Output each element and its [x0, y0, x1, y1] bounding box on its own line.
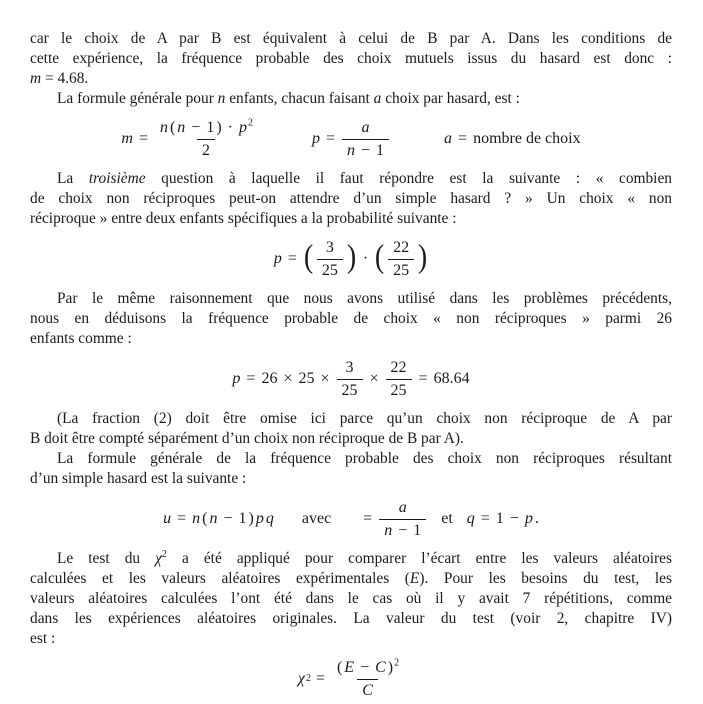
text-run: cette expérience, la fréquence probable des choix mutuels issus du hasard est donc : [30, 50, 672, 67]
math-operator: − [509, 510, 519, 527]
text-run: question à laquelle il faut répondre est la suivante : « combien [145, 170, 672, 187]
text-run: car le choix de A par B est équivalent à celui de B par A. Dans les conditions de [30, 30, 672, 47]
text-run: La [57, 170, 89, 187]
paragraph-line [30, 289, 672, 309]
text-run: a été appliqué pour comparer l’écart entre les valeurs aléatoires [166, 550, 672, 567]
text-run: nous en déduisons la fréquence probable de choix « non réciproques » parmi 26 [30, 310, 672, 327]
fraction [388, 239, 414, 280]
fraction-numerator [394, 499, 412, 519]
math-variable: a [361, 118, 370, 136]
math-operator: = [363, 510, 373, 527]
text-run: est : [30, 630, 56, 647]
math-variable-inline: m [30, 70, 42, 87]
math-variable: p [232, 370, 241, 387]
math-variable: p [311, 130, 320, 147]
math-operator: = [138, 130, 148, 147]
paragraph [30, 89, 672, 109]
math-text: et [441, 510, 453, 527]
math-operator: = [246, 370, 256, 387]
paragraph-line [30, 409, 672, 429]
fraction-denominator [337, 379, 363, 400]
text-run: enfants comme : [30, 330, 132, 347]
math-variable: q [265, 510, 274, 527]
paragraph-line [30, 549, 672, 569]
math-variable: n [209, 510, 218, 527]
fraction [386, 359, 412, 400]
math-operator: − [361, 141, 371, 159]
fraction [379, 499, 426, 540]
math-variable: n [384, 521, 393, 539]
math-text: 1 [413, 521, 422, 539]
math-variable: q [466, 510, 475, 527]
big-paren: ( [303, 238, 314, 275]
formula-chi-squared: χ 2 = $\frac{( E - C )^2}{C}$ [30, 655, 672, 703]
math-text: ( [336, 658, 343, 676]
paragraph-line [30, 429, 672, 449]
superscript: 2 [161, 548, 167, 560]
math-text: ) [387, 658, 394, 676]
math-operator: · [362, 250, 369, 267]
math-operator: = [287, 250, 297, 267]
fraction-denominator [197, 139, 215, 160]
math-text: 25 [321, 261, 338, 279]
math-text: 2 [201, 141, 210, 159]
big-paren: ) [417, 238, 428, 275]
text-run: La formule générale de la fréquence probable des choix non réciproques résultant [57, 450, 672, 467]
math-space [275, 519, 301, 520]
paragraph [30, 289, 672, 349]
math-operator: = [458, 130, 468, 147]
text-run: Par le même raisonnement que nous avons utilisé dans les problèmes précédents, [57, 290, 672, 307]
math-text: 1 [206, 118, 215, 136]
fraction [342, 119, 389, 160]
paragraph-line [30, 329, 672, 349]
formula-p-parens [30, 235, 672, 283]
big-paren: ) [346, 238, 357, 275]
math-variable: p [255, 510, 264, 527]
fraction-numerator [321, 239, 339, 259]
paragraph-line [30, 629, 672, 649]
math-text: 1 [376, 141, 385, 159]
fraction-numerator [155, 119, 257, 139]
text-run: (La fraction (2) doit être omise ici parce qu’un choix non réciproque de A par [57, 410, 672, 427]
math-variable-inline: n [217, 90, 226, 107]
math-variable: C [362, 681, 373, 699]
math-variable: C [375, 658, 386, 676]
paragraph-line [30, 589, 672, 609]
math-variable: a [398, 498, 407, 516]
paragraph-line [30, 309, 672, 329]
text-run: ). Pour les besoins du test, les [419, 570, 672, 587]
fraction-denominator [317, 259, 343, 280]
math-variable: E [344, 658, 355, 676]
math-operator: × [283, 370, 293, 387]
math-variable: p [273, 250, 282, 267]
fraction-numerator [341, 359, 359, 379]
math-variable: χ [297, 670, 305, 687]
math-text: 1 [495, 510, 504, 527]
math-variable: p [524, 510, 533, 527]
paragraph-line [30, 29, 672, 49]
math-text: avec [301, 510, 332, 527]
paragraph-line [30, 569, 672, 589]
math-variable: p [238, 118, 247, 136]
text-run: calculées et les valeurs aléatoires expérimentales ( [30, 570, 410, 587]
math-operator: − [191, 118, 201, 136]
math-operator: × [369, 370, 379, 387]
text-run: enfants, chacun faisant [225, 90, 374, 107]
math-variable-inline: χ [155, 550, 162, 567]
math-space [428, 519, 440, 520]
math-variable: u [163, 510, 172, 527]
math-text: 25 [341, 381, 358, 399]
math-text: 68.64 [433, 370, 470, 387]
paragraph-line [30, 449, 672, 469]
math-operator: × [320, 370, 330, 387]
fraction-denominator [386, 379, 412, 400]
formula-m-general [30, 115, 672, 163]
fraction-denominator [388, 259, 414, 280]
math-text: ) [248, 510, 254, 527]
math-text: 22 [390, 358, 407, 376]
math-text: ( [169, 118, 176, 136]
math-operator: = [480, 510, 490, 527]
text-run: choix par hasard, est : [381, 90, 520, 107]
math-variable-inline: E [409, 570, 420, 587]
math-variable: n [192, 510, 201, 527]
text-run: dans les expériences aléatoires originales. La valeur du test (voir 2, chapitre IV) [30, 610, 672, 627]
text-run: Le test du [57, 550, 156, 567]
math-space [391, 139, 443, 140]
fraction-denominator [357, 679, 378, 700]
paragraph [30, 169, 672, 229]
paragraph [30, 549, 672, 649]
paragraph [30, 409, 672, 449]
superscript: 2 [247, 117, 253, 129]
math-text: ( [202, 510, 208, 527]
math-text: 3 [345, 358, 354, 376]
fraction-numerator [357, 119, 375, 139]
superscript: 2 [394, 657, 400, 669]
math-text: nombre de choix [473, 130, 581, 147]
text-run: = 4.68. [41, 70, 89, 87]
math-space [259, 139, 311, 140]
paragraph [30, 29, 672, 89]
math-operator: − [398, 521, 408, 539]
fraction-denominator [342, 139, 389, 160]
paragraph-line [30, 69, 672, 89]
math-operator: − [360, 658, 370, 676]
paragraph-line [30, 209, 672, 229]
math-variable-inline: troisième [88, 170, 146, 187]
math-operator: = [315, 670, 325, 687]
big-paren: ( [374, 238, 385, 275]
paragraph-line [30, 609, 672, 629]
paragraph-line [30, 89, 672, 109]
paragraph-line [30, 189, 672, 209]
math-text: 26 [261, 370, 278, 387]
math-text: 1 [238, 510, 247, 527]
paragraph-line [30, 169, 672, 189]
math-text: 25 [393, 261, 410, 279]
math-text: . [534, 510, 539, 527]
math-space [332, 519, 358, 520]
math-variable: n [159, 118, 168, 136]
math-operator: − [223, 510, 233, 527]
math-variable: n [347, 141, 356, 159]
fraction [337, 359, 363, 400]
math-text: ) [216, 118, 222, 136]
fraction-numerator [386, 359, 412, 379]
paragraph [30, 449, 672, 489]
math-operator: · [227, 118, 233, 136]
formula-u-npq [30, 495, 672, 543]
text-run: La formule générale pour [57, 90, 218, 107]
math-text: 25 [298, 370, 315, 387]
math-variable: a [444, 130, 453, 147]
math-variable: n [177, 118, 186, 136]
math-operator: = [325, 130, 336, 147]
fraction-numerator [388, 239, 414, 259]
fraction-numerator [332, 659, 403, 679]
fraction-denominator [379, 519, 426, 540]
text-run: réciproque » entre deux enfants spécifiques a la probabilité suivante : [30, 210, 457, 227]
math-operator: = [177, 510, 187, 527]
fraction [332, 659, 403, 700]
paragraph-line [30, 49, 672, 69]
text-run: B doit être compté séparément d’un choix non réciproque de B par A). [30, 430, 464, 447]
paragraph-line [30, 469, 672, 489]
text-run: valeurs aléatoires calculées l’ont été dans le cas où il y avait 7 répétitions, comme [30, 590, 672, 607]
formula-p-26-25 [30, 355, 672, 403]
math-operator: = [418, 370, 428, 387]
math-text: 25 [390, 381, 407, 399]
math-variable: m [121, 130, 133, 147]
fraction [155, 119, 257, 160]
math-space [454, 519, 466, 520]
fraction [317, 239, 343, 280]
math-text: 3 [325, 238, 334, 256]
text-run: de choix non réciproques peut-on attendre d’un simple hasard ? » Un choix « non [30, 190, 672, 207]
math-text: 22 [393, 238, 410, 256]
text-run: d’un simple hasard est la suivante : [30, 470, 247, 487]
math-variable-inline: a [373, 90, 382, 107]
